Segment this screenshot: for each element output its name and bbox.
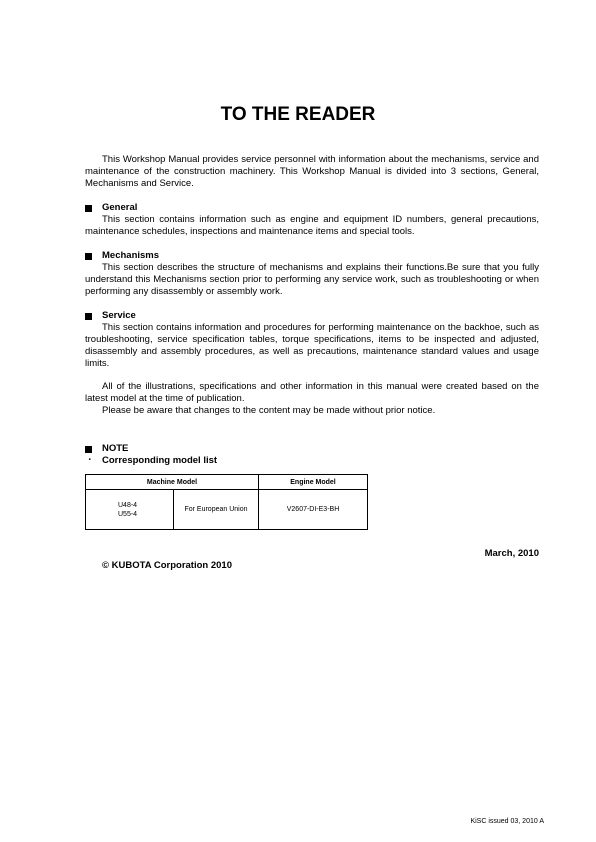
issue-code: KiSC issued 03, 2010 A bbox=[470, 818, 544, 825]
region-cell: For European Union bbox=[174, 490, 259, 530]
section-heading-text: Service bbox=[102, 310, 136, 321]
closing-paragraph: Please be aware that changes to the content may be made without prior notice. bbox=[102, 405, 436, 416]
intro-section bbox=[85, 154, 539, 190]
square-bullet-icon bbox=[85, 253, 92, 260]
machine-model: U55-4 bbox=[118, 510, 138, 518]
engine-model-header: Engine Model bbox=[259, 475, 368, 490]
section-general bbox=[85, 202, 539, 238]
section-heading bbox=[85, 310, 539, 322]
note-subheading bbox=[85, 455, 539, 467]
section-heading-text: Mechanisms bbox=[102, 250, 160, 261]
section-mechanisms bbox=[85, 250, 539, 298]
table-header-row bbox=[86, 475, 368, 490]
note-heading-text: NOTE bbox=[102, 443, 129, 454]
section-service bbox=[85, 310, 539, 370]
section-heading bbox=[85, 202, 539, 214]
engine-model-cell: V2607-DI-E3-BH bbox=[259, 490, 368, 530]
note-heading bbox=[85, 443, 539, 455]
machine-model: U48-4 bbox=[118, 501, 138, 509]
dot-bullet-icon: ・ bbox=[85, 455, 95, 466]
section-body: This section describes the structure of mechanisms and explains their functions.Be sure that you fully understand this Mechanisms section prior to performing any service work, such as troubleshooting or when performing any disassembly or assembly work. bbox=[85, 262, 539, 297]
section-body: This section contains information such as engine and equipment ID numbers, general precautions, maintenance schedules, inspections and maintenance items and special tools. bbox=[85, 214, 539, 237]
page-title: TO THE READER bbox=[220, 104, 376, 125]
note-subheading-text: Corresponding model list bbox=[102, 455, 218, 466]
machine-model-header: Machine Model bbox=[86, 475, 259, 490]
table-row bbox=[86, 490, 368, 530]
machine-model-cell bbox=[86, 490, 174, 530]
note-section bbox=[85, 443, 539, 467]
publication-date: March, 2010 bbox=[484, 548, 539, 559]
square-bullet-icon bbox=[85, 446, 92, 453]
copyright: © KUBOTA Corporation 2010 bbox=[102, 560, 232, 571]
closing-paragraph: All of the illustrations, specifications and other information in this manual were created based on the latest model at the time of publication. bbox=[85, 381, 539, 404]
square-bullet-icon bbox=[85, 313, 92, 320]
closing-section bbox=[85, 381, 539, 417]
square-bullet-icon bbox=[85, 205, 92, 212]
section-body: This section contains information and procedures for performing maintenance on the backhoe, such as troubleshooting, service specification tables, torque specifications, items to be inspected and adjusted, disassembly and assembly procedures, as well as precautions, maintenance standard values and usage limits. bbox=[85, 322, 539, 369]
model-table bbox=[85, 474, 368, 530]
section-heading bbox=[85, 250, 539, 262]
intro-paragraph: This Workshop Manual provides service personnel with information about the mechanisms, service and maintenance of the construction machinery. This Workshop Manual is divided into 3 sections, General, Mechanisms and Service. bbox=[85, 154, 539, 189]
section-heading-text: General bbox=[102, 202, 138, 213]
